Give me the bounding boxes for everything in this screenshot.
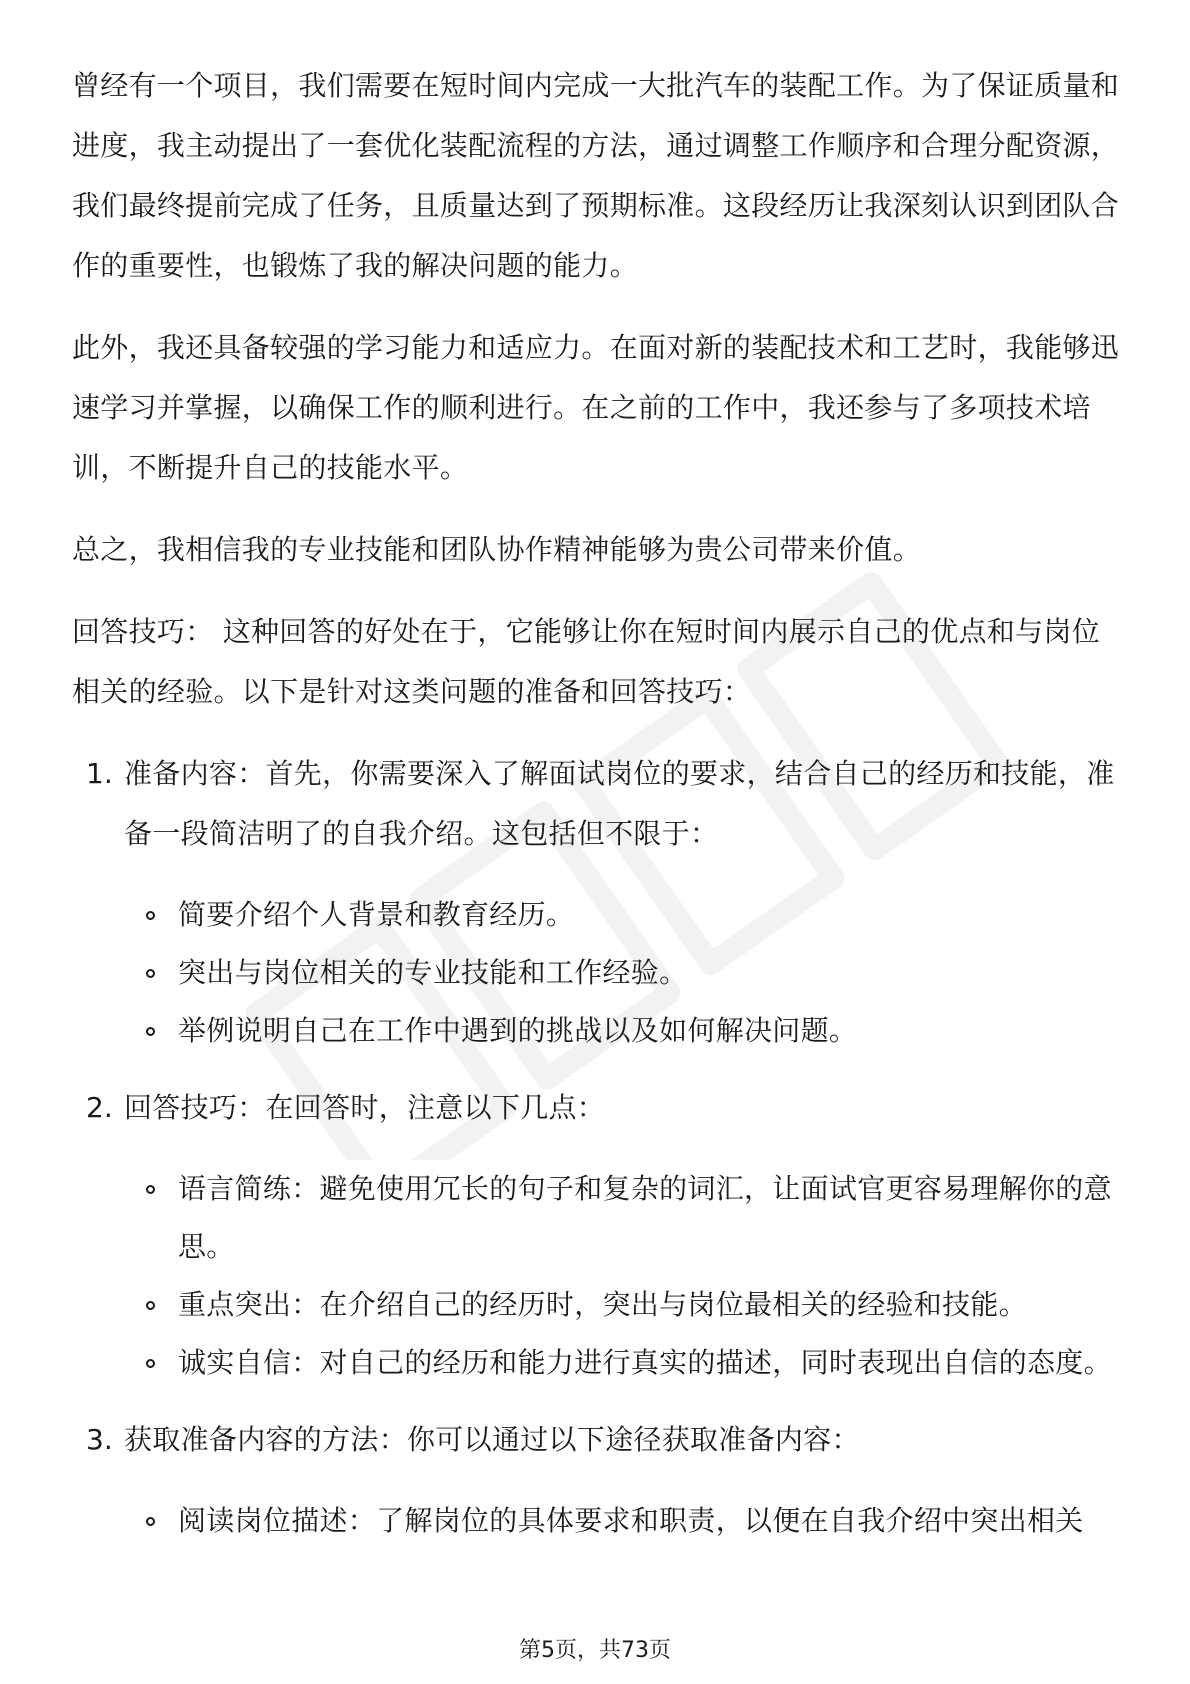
sub-list-item: 重点突出：在介绍自己的经历时，突出与岗位最相关的经验和技能。	[124, 1276, 1128, 1334]
sub-list	[124, 1160, 1128, 1392]
paragraph-answer-tips: 回答技巧： 这种回答的好处在于，它能够让你在短时间内展示自己的优点和与岗位相关的经验。以下是针对这类问题的准备和回答技巧：	[72, 615, 1101, 708]
document-page	[72, 56, 1128, 1568]
sub-list-item: 语言简练：避免使用冗长的句子和复杂的词汇，让面试官更容易理解你的意思。	[124, 1160, 1128, 1276]
list-item-text: 回答技巧：在回答时，注意以下几点：	[124, 1091, 606, 1124]
paragraph-project-experience: 曾经有一个项目，我们需要在短时间内完成一大批汽车的装配工作。为了保证质量和进度，我主动提出了一套优化装配流程的方法，通过调整工作顺序和合理分配资源，我们最终提前完成了任务，且质量达到了预期标准。这段经历让我深刻认识到团队合作的重要性，也锻炼了我的解决问题的能力。	[72, 69, 1120, 282]
circle-bullet-icon	[146, 1517, 155, 1526]
sub-list-item: 阅读岗位描述：了解岗位的具体要求和职责，以便在自我介绍中突出相关	[124, 1492, 1128, 1550]
list-number: 3.	[86, 1423, 113, 1456]
sub-list-item: 突出与岗位相关的专业技能和工作经验。	[124, 944, 1128, 1002]
sub-list	[124, 886, 1128, 1060]
sub-list-item: 举例说明自己在工作中遇到的挑战以及如何解决问题。	[124, 1002, 1128, 1060]
sub-list-item: 简要介绍个人背景和教育经历。	[124, 886, 1128, 944]
paragraph-learning-ability: 此外，我还具备较强的学习能力和适应力。在面对新的装配技术和工艺时，我能够迅速学习并掌握，以确保工作的顺利进行。在之前的工作中，我还参与了多项技术培训，不断提升自己的技能水平。	[72, 331, 1120, 484]
list-number: 1.	[86, 757, 113, 790]
tips-list	[72, 744, 1128, 1550]
circle-bullet-icon	[146, 1185, 155, 1194]
page-number-footer: 第5页，共73页	[519, 1638, 671, 1663]
sub-list	[124, 1492, 1128, 1550]
paragraph-conclusion: 总之，我相信我的专业技能和团队协作精神能够为贵公司带来价值。	[72, 533, 922, 566]
circle-bullet-icon	[146, 1301, 155, 1310]
list-item-text: 获取准备内容的方法：你可以通过以下途径获取准备内容：	[124, 1423, 860, 1456]
sub-list-item: 诚实自信：对自己的经历和能力进行真实的描述，同时表现出自信的态度。	[124, 1334, 1128, 1392]
list-item-text: 准备内容：首先，你需要深入了解面试岗位的要求，结合自己的经历和技能，准备一段简洁明了的自我介绍。这包括但不限于：	[124, 757, 1115, 850]
circle-bullet-icon	[146, 1359, 155, 1368]
circle-bullet-icon	[146, 1027, 155, 1036]
circle-bullet-icon	[146, 969, 155, 978]
list-item	[72, 744, 1128, 1060]
list-number: 2.	[86, 1091, 113, 1124]
list-item	[72, 1410, 1128, 1550]
circle-bullet-icon	[146, 911, 155, 920]
list-item	[72, 1078, 1128, 1392]
